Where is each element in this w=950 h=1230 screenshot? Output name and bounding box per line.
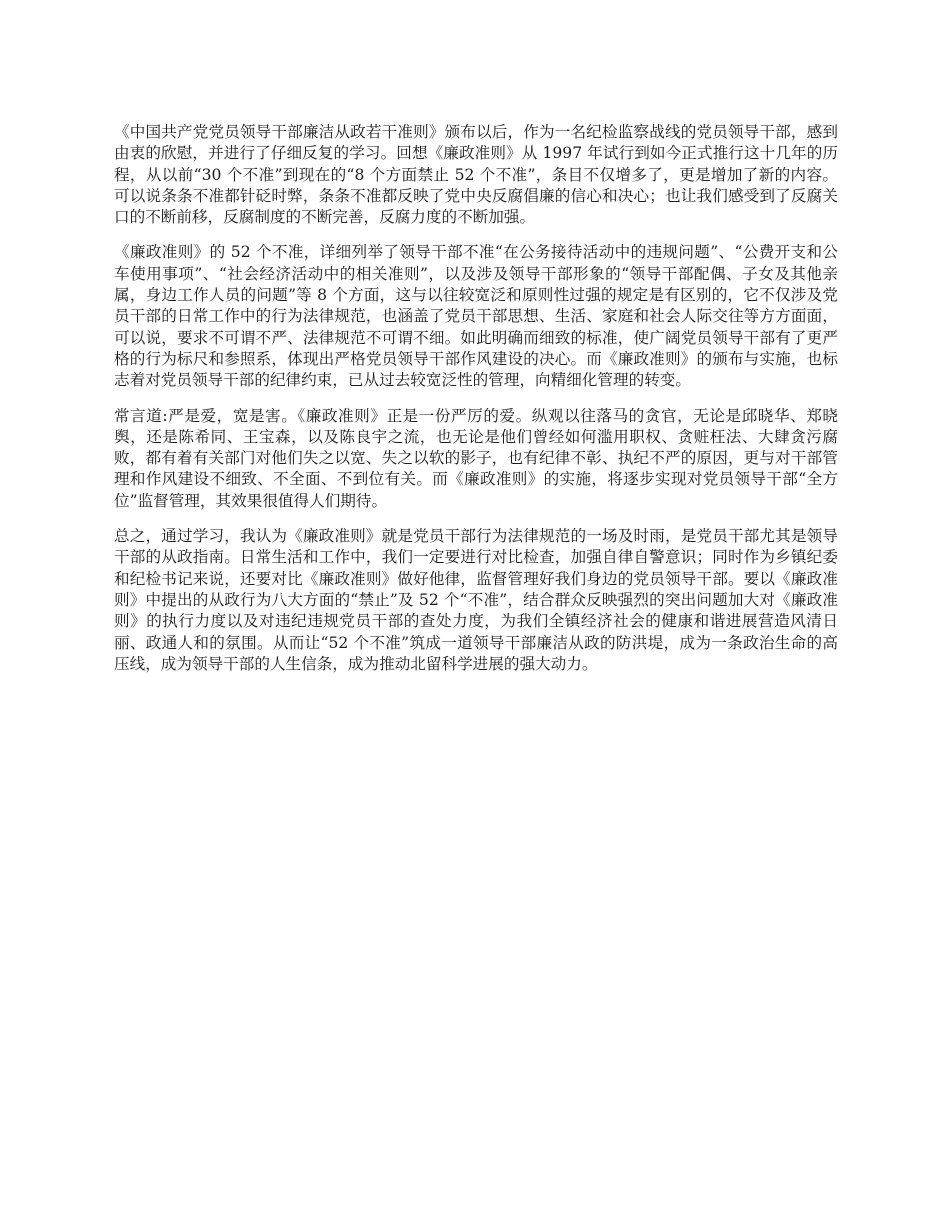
paragraph-2: 《廉政准则》的 52 个不准，详细列举了领导干部不准“在公务接待活动中的违规问题”、“公费开支和公车使用事项”、“社会经济活动中的相关准则”，以及涉及领导干部形象的“领导干部配偶、子女及其他亲属，身边工作人员的问题”等 8 个方面，这与以往较宽泛和原则性过强的规定是有区别的，它不仅涉及党员干部的日常工作中的行为法律规范，也涵盖了党员干部思想、生活、家庭和社会人际交往等方方面面，可以说，要求不可谓不严、法律规范不可谓不细。如此明确而细致的标准，使广阔党员领导干部有了更严格的行为标尺和参照系，体现出严格党员领导干部作风建设的决心。而《廉政准则》的颁布与实施，也标志着对党员领导干部的纪律约束，已从过去较宽泛性的管理，向精细化管理的转变。 (114, 243, 838, 390)
paragraph-3: 常言道:严是爱，宽是害。《廉政准则》正是一份严厉的爱。纵观以往落马的贪官，无论是邱晓华、郑晓舆，还是陈希同、王宝森，以及陈良宇之流，也无论是他们曾经如何滥用职权、贪赃枉法、大肆贪污腐败，都有着有关部门对他们失之以宽、失之以软的影子，也有纪律不彰、执纪不严的原因，更与对干部管理和作风建设不细致、不全面、不到位有关。而《廉政准则》的实施，将逐步实现对党员领导干部“全方位”监督管理，其效果很值得人们期待。 (114, 406, 838, 510)
document-body (114, 122, 838, 689)
paragraph-4: 总之，通过学习，我认为《廉政准则》就是党员干部行为法律规范的一场及时雨，是党员干部尤其是领导干部的从政指南。日常生活和工作中，我们一定要进行对比检查，加强自律自警意识；同时作为乡镇纪委和纪检书记来说，还要对比《廉政准则》做好他律，监督管理好我们身边的党员领导干部。要以《廉政准则》中提出的从政行为八大方面的“禁止”及 52 个“不准”，结合群众反映强烈的突出问题加大对《廉政准则》的执行力度以及对违纪违规党员干部的查处力度，为我们全镇经济社会的健康和谐进展营造风清日丽、政通人和的氛围。从而让“52 个不准”筑成一道领导干部廉洁从政的防洪堤，成为一条政治生命的高压线，成为领导干部的人生信条，成为推动北留科学进展的强大动力。 (114, 527, 838, 673)
paragraph-1: 《中国共产党党员领导干部廉洁从政若干准则》颁布以后，作为一名纪检监察战线的党员领导干部，感到由衷的欣慰，并进行了仔细反复的学习。回想《廉政准则》从 1997 年试行到如今正式推行这十几年的历程，从以前“30 个不准”到现在的“8 个方面禁止 52 个不准”，条目不仅增多了，更是增加了新的内容。可以说条条不准都针砭时弊，条条不准都反映了党中央反腐倡廉的信心和决心；也让我们感受到了反腐关口的不断前移，反腐制度的不断完善，反腐力度的不断加强。 (114, 123, 838, 227)
